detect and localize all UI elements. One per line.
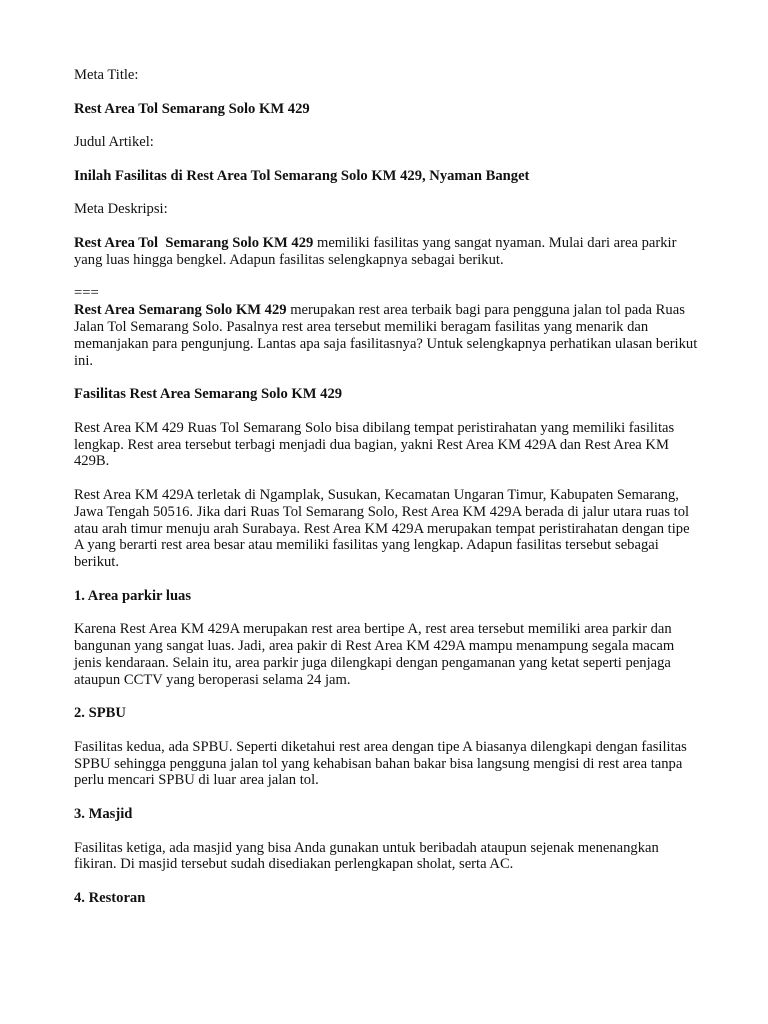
meta-description — [74, 235, 702, 269]
intro-paragraph — [74, 302, 702, 369]
meta-desc-bold: Rest Area Tol Semarang Solo KM 429 — [74, 234, 314, 251]
paragraph-spbu: Fasilitas kedua, ada SPBU. Seperti diketahui rest area dengan tipe A biasanya dilengkapi dengan fasilitas SPBU sehingga pengguna jalan tol yang kehabisan bahan bakar bisa langsung mengisi di rest area tanpa perlu mencari SPBU di luar area jalan tol. — [74, 738, 687, 789]
paragraph-1: Rest Area KM 429 Ruas Tol Semarang Solo bisa dibilang tempat peristirahatan yang memiliki fasilitas lengkap. Rest area tersebut terbagi menjadi dua bagian, yakni Rest Area KM 429A dan Rest Area KM 429B. — [74, 419, 675, 470]
section-heading: Fasilitas Rest Area Semarang Solo KM 429 — [74, 386, 343, 403]
judul-artikel: Inilah Fasilitas di Rest Area Tol Semarang Solo KM 429, Nyaman Banget — [74, 167, 530, 184]
intro-text: merupakan rest area terbaik bagi para pengguna jalan tol pada Ruas Jalan Tol Semarang Solo. Pasalnya rest area tersebut memiliki beragam fasilitas yang menarik dan memanjakan para pengunjung. Lantas apa saja fasilitasnya? Untuk selengkapnya perhatikan ulasan berikut ini. — [74, 302, 698, 369]
meta-title: Rest Area Tol Semarang Solo KM 429 — [74, 100, 310, 117]
judul-label: Judul Artikel: — [74, 134, 154, 151]
document-page — [74, 67, 702, 924]
meta-desc-text: memiliki fasilitas yang sangat nyaman. Mulai dari area parkir yang luas hingga bengkel. Adapun fasilitas selengkapnya sebagai berikut. — [74, 234, 677, 268]
paragraph-masjid: Fasilitas ketiga, ada masjid yang bisa Anda gunakan untuk beribadah ataupun sejenak menenangkan fikiran. Di masjid tersebut sudah disediakan perlengkapan sholat, serta AC. — [74, 839, 659, 873]
heading-spbu: 2. SPBU — [74, 705, 126, 722]
heading-masjid: 3. Masjid — [74, 806, 133, 823]
meta-title-label: Meta Title: — [74, 67, 139, 83]
meta-desc-label: Meta Deskripsi: — [74, 201, 168, 218]
heading-restoran: 4. Restoran — [74, 890, 146, 907]
heading-area-parkir: 1. Area parkir luas — [74, 587, 192, 604]
intro-bold: Rest Area Semarang Solo KM 429 — [74, 302, 287, 319]
paragraph-2: Rest Area KM 429A terletak di Ngamplak, Susukan, Kecamatan Ungaran Timur, Kabupaten Semarang, Jawa Tengah 50516. Jika dari Ruas Tol Semarang Solo, Rest Area KM 429A berada di jalur utara ruas tol atau arah timur menuju arah Surabaya. Rest Area KM 429A merupakan tempat peristirahatan dengan tipe A yang berarti rest area besar atau memiliki fasilitas yang lengkap. Adapun fasilitas tersebut sebagai berikut. — [74, 486, 690, 571]
separator: === — [74, 285, 99, 302]
paragraph-area-parkir: Karena Rest Area KM 429A merupakan rest area bertipe A, rest area tersebut memiliki area parkir dan bangunan yang sangat luas. Jadi, area pakir di Rest Area KM 429A mampu menampung segala macam jenis kendaraan. Selain itu, area parkir juga dilengkapi dengan pengamanan yang ketat seperti penjaga ataupun CCTV yang beroperasi selama 24 jam. — [74, 621, 675, 688]
